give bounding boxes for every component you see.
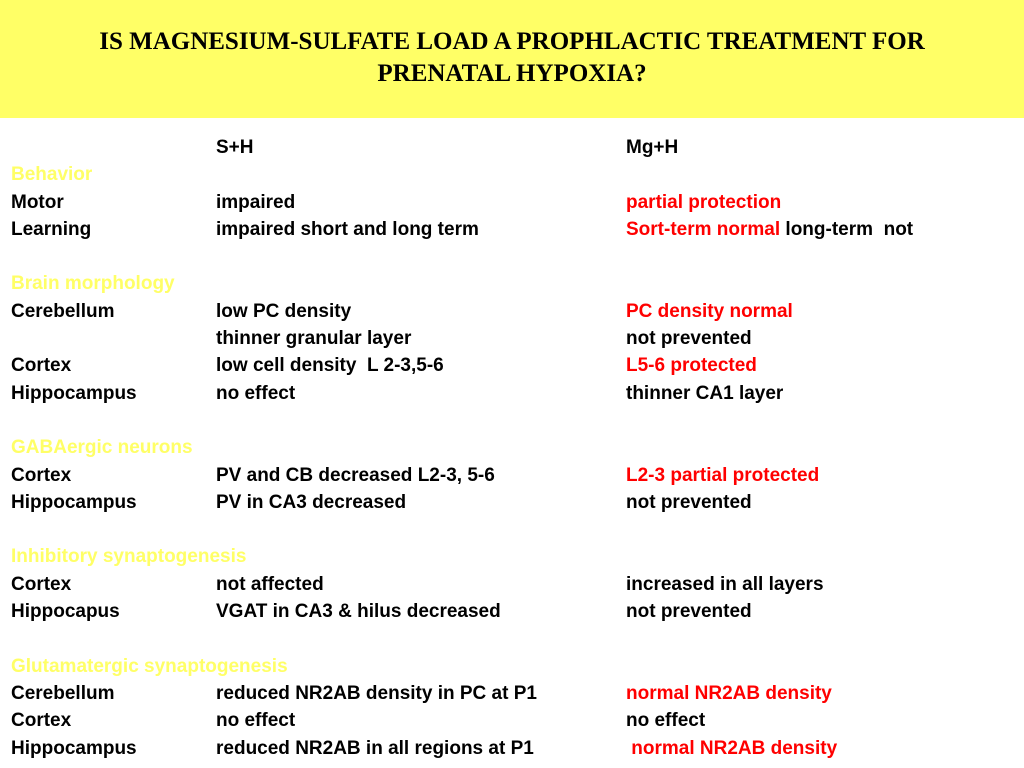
row-label: Cortex <box>11 355 72 377</box>
row-label: Learning <box>11 218 92 240</box>
mgh-value-highlight: partial protection <box>626 191 782 213</box>
table-row-hippocampus <box>0 598 1024 625</box>
section-heading-behavior: Behavior <box>11 164 93 186</box>
column-header-sh: S+H <box>216 137 254 158</box>
slide-title: IS MAGNESIUM-SULFATE LOAD A PROPHLACTIC TREATMENT FOR PRENATAL HYPOXIA? <box>99 27 925 87</box>
sh-value: impaired <box>216 191 296 213</box>
comparison-table <box>0 134 1024 762</box>
section-row-inhibitory <box>0 543 1024 570</box>
table-row-cerebellum-granular <box>0 325 1024 352</box>
mgh-value: not prevented <box>626 328 752 350</box>
row-label: Cortex <box>11 464 72 486</box>
table-row-learning <box>0 216 1024 243</box>
spacer-row <box>0 625 1024 652</box>
mgh-value-highlight: L5-6 protected <box>626 355 757 377</box>
mgh-value: no effect <box>626 710 706 732</box>
column-header-row <box>0 134 1024 161</box>
section-row-behavior <box>0 161 1024 188</box>
spacer-row <box>0 243 1024 270</box>
mgh-value: not prevented <box>626 491 752 513</box>
row-label: Hippocampus <box>11 491 137 513</box>
mgh-value-highlight: normal NR2AB density <box>626 682 832 704</box>
table-row-cerebellum <box>0 680 1024 707</box>
mgh-value-highlight: PC density normal <box>626 300 793 322</box>
sh-value: not affected <box>216 573 324 595</box>
sh-value: PV and CB decreased L2-3, 5-6 <box>216 464 495 486</box>
section-heading-brain-morphology: Brain morphology <box>11 273 175 295</box>
sh-value: PV in CA3 decreased <box>216 491 407 513</box>
sh-value: no effect <box>216 710 296 732</box>
row-label: Cortex <box>11 710 72 732</box>
sh-value: reduced NR2AB in all regions at P1 <box>216 737 534 759</box>
section-row-brain-morphology <box>0 270 1024 297</box>
table-row-cortex <box>0 352 1024 379</box>
mgh-value-plain: long-term not <box>780 218 914 240</box>
column-header-mgh: Mg+H <box>626 137 679 158</box>
mgh-value: not prevented <box>626 601 752 623</box>
section-row-glutamatergic <box>0 653 1024 680</box>
sh-value: thinner granular layer <box>216 328 412 350</box>
sh-value: VGAT in CA3 & hilus decreased <box>216 601 501 623</box>
table-row-cortex <box>0 462 1024 489</box>
row-label: Cerebellum <box>11 682 115 704</box>
sh-value: low PC density <box>216 300 352 322</box>
spacer-row <box>0 516 1024 543</box>
sh-value: no effect <box>216 382 296 404</box>
section-heading-glutamatergic: Glutamatergic synaptogenesis <box>11 655 288 677</box>
mgh-value: increased in all layers <box>626 573 824 595</box>
sh-value: impaired short and long term <box>216 218 479 240</box>
mgh-value: thinner CA1 layer <box>626 382 784 404</box>
row-label: Cortex <box>11 573 72 595</box>
mgh-value-highlight: normal NR2AB density <box>626 737 838 759</box>
row-label: Hippocampus <box>11 382 137 404</box>
row-label: Hippocampus <box>11 737 137 759</box>
mgh-value <box>626 216 913 243</box>
title-band <box>0 0 1024 118</box>
section-heading-inhibitory: Inhibitory synaptogenesis <box>11 546 247 568</box>
table-row-cortex <box>0 707 1024 734</box>
spacer-row <box>0 407 1024 434</box>
table-row-hippocampus <box>0 380 1024 407</box>
mgh-value-highlight: Sort-term normal <box>626 218 781 240</box>
sh-value: low cell density L 2-3,5-6 <box>216 355 444 377</box>
row-label: Motor <box>11 191 64 213</box>
table-row-hippocampus <box>0 489 1024 516</box>
row-label: Hippocapus <box>11 601 120 623</box>
section-row-gabaergic <box>0 434 1024 461</box>
table-row-motor <box>0 189 1024 216</box>
table-row-cerebellum <box>0 298 1024 325</box>
row-label: Cerebellum <box>11 300 115 322</box>
section-heading-gabaergic: GABAergic neurons <box>11 437 193 459</box>
table-row-hippocampus <box>0 735 1024 762</box>
table-row-cortex <box>0 571 1024 598</box>
mgh-value-highlight: L2-3 partial protected <box>626 464 820 486</box>
sh-value: reduced NR2AB density in PC at P1 <box>216 682 537 704</box>
